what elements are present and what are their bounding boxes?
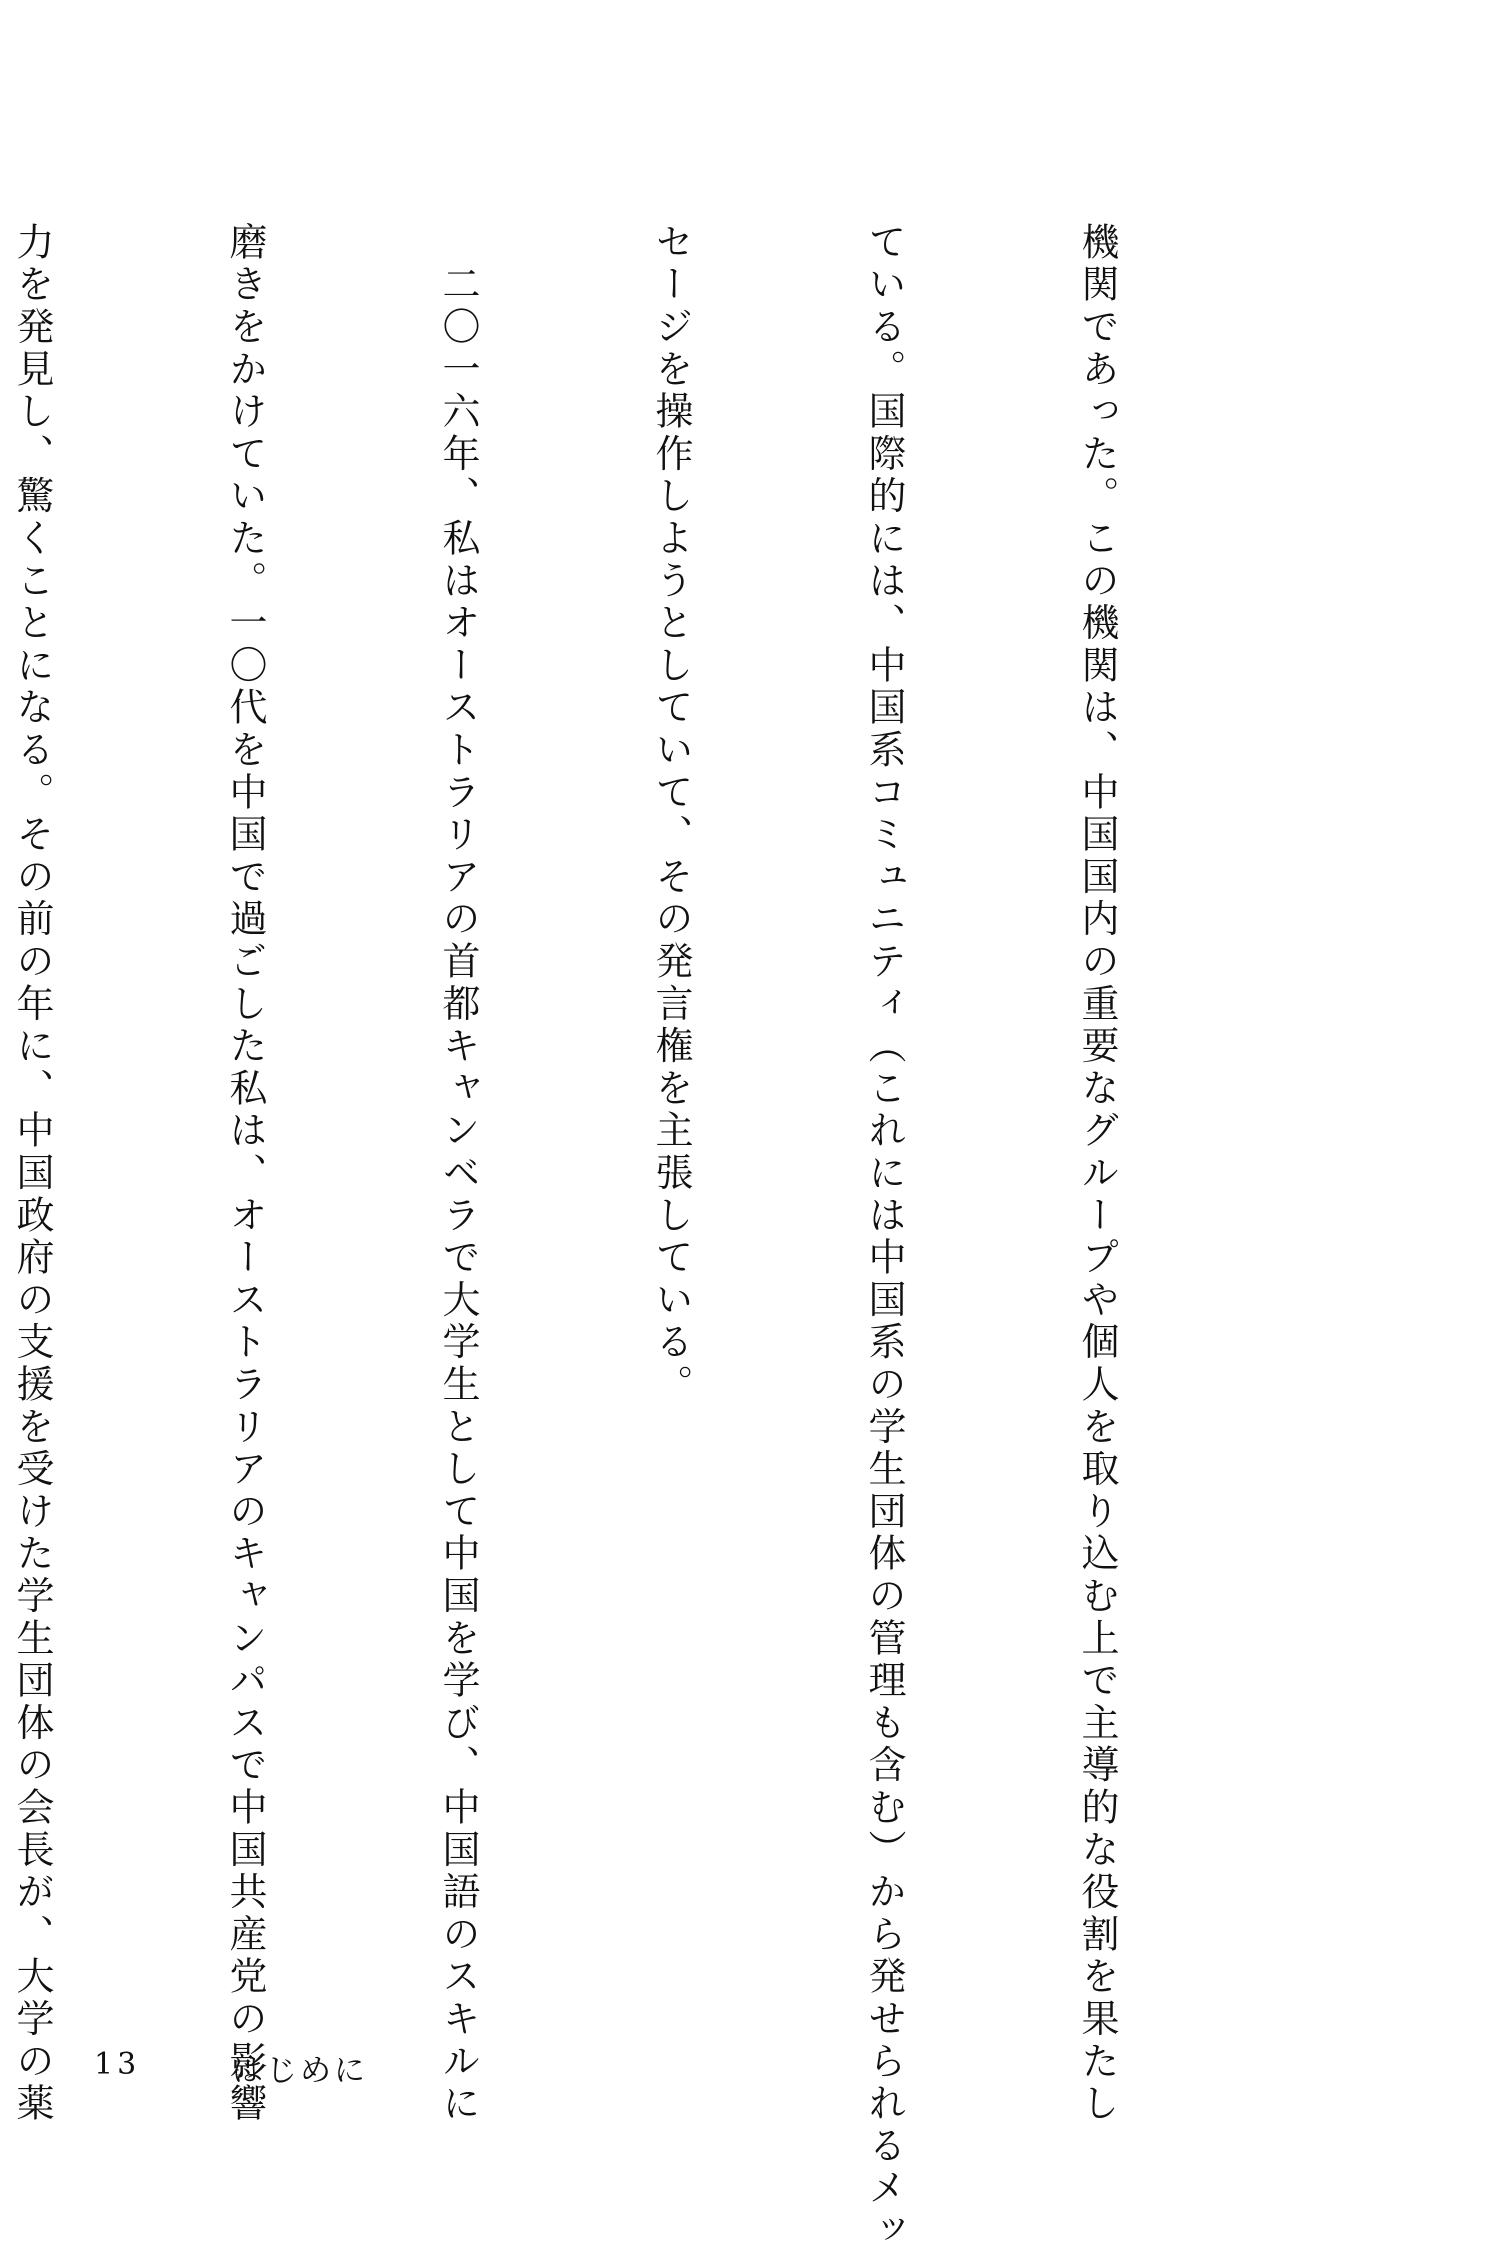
text-line: 機関であった。この機関は、中国国内の重要なグループや個人を取り込む上で主導的な役割を果たし	[1075, 222, 1119, 2126]
text-line: 磨きをかけていた。一〇代を中国で過ごした私は、オーストラリアのキャンパスで中国共産党の影響	[223, 222, 267, 2126]
page-number: 13	[94, 2047, 141, 2082]
text-line: 二〇一六年、私はオーストラリアの首都キャンベラで大学生として中国を学び、中国語のスキルに	[436, 222, 480, 2126]
running-head: はじめに	[232, 2053, 368, 2089]
text-line: ている。国際的には、中国系コミュニティ（これには中国系の学生団体の管理も含む）から発せられるメッ	[862, 222, 906, 2252]
text-line: セージを操作しようとしていて、その発言権を主張している。	[649, 222, 693, 1407]
text-line: 力を発見し、驚くことになる。その前の年に、中国政府の支援を受けた学生団体の会長が、大学の薬	[10, 222, 54, 2126]
